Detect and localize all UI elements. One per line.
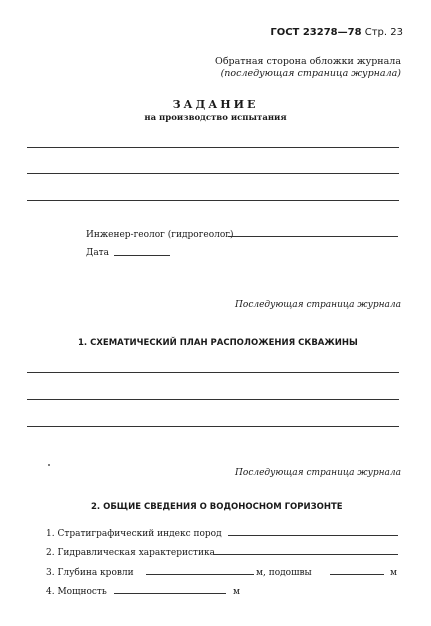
section1-line-1 [27, 372, 399, 373]
section1-line-2 [27, 399, 399, 400]
cover-note-line1: Обратная сторона обложки журнала [215, 56, 401, 67]
assignment-title: ЗАДАНИЕ [172, 98, 259, 111]
item4-label: 4. Мощность [46, 587, 107, 597]
next-page-note-2: Последующая страница журнала [235, 468, 401, 478]
item4-unit: м [233, 587, 241, 597]
item3-unit1: м, подошвы [256, 568, 312, 578]
item3-label: 3. Глубина кровли [46, 568, 134, 578]
item1-line [228, 535, 398, 536]
page-number: Стр. 23 [364, 27, 403, 38]
item2-label: 2. Гидравлическая характеристика [46, 548, 215, 558]
cover-note-line2: (последующая страница журнала) [220, 68, 401, 79]
item2-line [214, 554, 398, 555]
standard-number: ГОСТ 23278—78 [270, 27, 362, 38]
item3-line-1 [146, 574, 254, 575]
date-label: Дата [86, 248, 110, 258]
section2-title: 2. ОБЩИЕ СВЕДЕНИЯ О ВОДОНОСНОМ ГОРИЗОНТЕ [91, 502, 343, 512]
section1-line-3 [27, 426, 399, 427]
date-line [114, 255, 170, 256]
assignment-line-1 [27, 147, 399, 148]
engineer-signature-line [228, 236, 398, 237]
section1-title: 1. СХЕМАТИЧЕСКИЙ ПЛАН РАСПОЛОЖЕНИЯ СКВАЖИНЫ [78, 338, 358, 348]
next-page-note-1: Последующая страница журнала [235, 300, 401, 310]
item3-line-2 [330, 574, 384, 575]
page-header [270, 27, 403, 38]
assignment-subtitle: на производство испытания [144, 113, 287, 123]
item1-label: 1. Стратиграфический индекс пород [46, 529, 222, 539]
engineer-label: Инженер-геолог (гидрогеолог) [86, 230, 234, 240]
cover-note [215, 56, 401, 80]
item3-unit2: м [390, 568, 398, 578]
assignment-line-3 [27, 200, 399, 201]
assignment-line-2 [27, 173, 399, 174]
item4-line [114, 593, 226, 594]
stray-mark [48, 464, 50, 466]
